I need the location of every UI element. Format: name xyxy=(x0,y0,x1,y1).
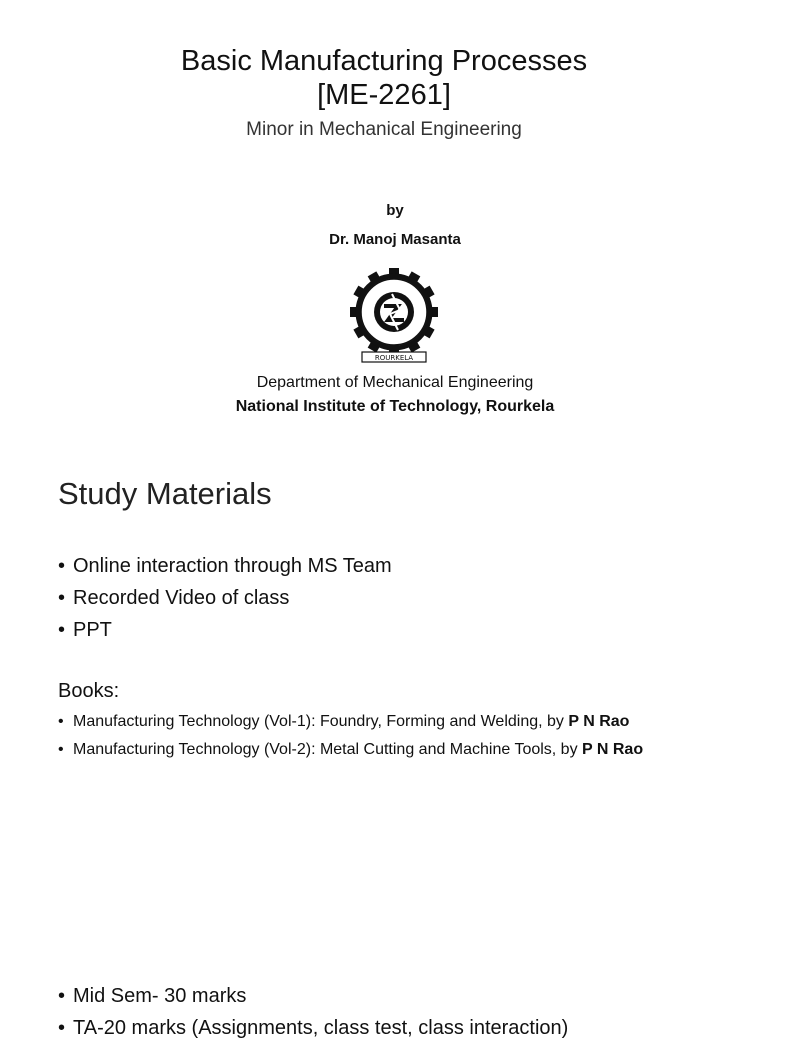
course-title xyxy=(0,44,768,112)
book-title: Manufacturing Technology (Vol-2): Metal Cutting and Machine Tools, by xyxy=(73,741,583,758)
list-item xyxy=(58,550,392,582)
bullet-icon: • xyxy=(58,587,66,609)
department: Department of Mechanical Engineering xyxy=(256,374,534,391)
course-subtitle: Minor in Mechanical Engineering xyxy=(246,119,522,140)
list-item-text: Online interaction through MS Team xyxy=(73,555,392,577)
title-slide xyxy=(0,0,768,430)
course-title-line1: Basic Manufacturing Processes xyxy=(180,45,588,77)
books-list xyxy=(58,708,643,764)
study-materials-slide xyxy=(0,452,768,1039)
list-item-text: PPT xyxy=(73,619,112,641)
bullet-icon: • xyxy=(58,555,66,577)
bullet-icon: • xyxy=(58,1017,66,1039)
bullet-icon: • xyxy=(58,619,66,641)
book-author: P N Rao xyxy=(582,741,644,758)
list-item-text: Recorded Video of class xyxy=(73,587,290,609)
list-item xyxy=(58,582,392,614)
assessment-list xyxy=(58,980,568,1044)
list-item xyxy=(58,1012,568,1044)
list-item xyxy=(58,614,392,646)
logo-ribbon-text: ROURKELA xyxy=(374,354,414,362)
slide-title: Study Materials xyxy=(58,476,272,511)
course-code: [ME-2261] xyxy=(317,79,451,111)
institute: National Institute of Technology, Rourkela xyxy=(235,398,555,415)
list-item-text: TA-20 marks (Assignments, class test, class interaction) xyxy=(73,1017,569,1039)
nit-rourkela-emblem-icon xyxy=(344,268,444,366)
materials-list xyxy=(58,550,392,646)
book-item xyxy=(58,708,643,736)
list-item xyxy=(58,980,568,1012)
books-heading: Books: xyxy=(58,680,120,702)
book-item xyxy=(58,736,643,764)
bullet-icon: • xyxy=(58,985,66,1007)
bullet-icon: • xyxy=(58,713,64,730)
bullet-icon: • xyxy=(58,741,64,758)
list-item-text: Mid Sem- 30 marks xyxy=(73,985,247,1007)
book-author: P N Rao xyxy=(568,713,630,730)
book-title: Manufacturing Technology (Vol-1): Foundry, Forming and Welding, by xyxy=(73,713,569,730)
author-name: Dr. Manoj Masanta xyxy=(329,231,461,248)
by-label: by xyxy=(386,202,404,219)
